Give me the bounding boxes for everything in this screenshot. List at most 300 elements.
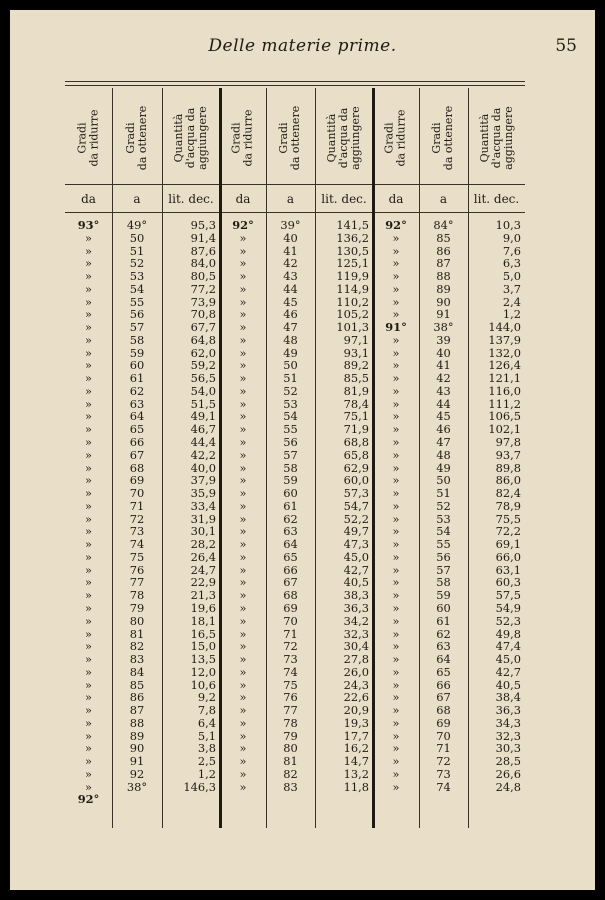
table-column-col1-to-degree [112,219,162,793]
table-cell: 65 [283,549,298,564]
table-cell: 65 [129,422,145,437]
table-cell: 54,9 [495,600,521,615]
column-header-to-degree [112,94,162,182]
table-cell: » [239,511,247,526]
table-cell: 34,3 [495,715,521,730]
table-cell: 41 [283,243,298,258]
column-header-text: Gradi da ottenere [430,105,456,171]
table-cell: 49 [283,345,298,360]
table-cell: 67 [129,447,145,462]
table-cell: 97,8 [495,435,521,450]
table-cell: » [239,639,247,654]
table-cell: » [392,639,400,654]
table-cell: 43 [283,269,298,284]
table-cell: » [85,269,92,284]
table-cell: 18,1 [190,613,216,628]
table-cell: » [85,626,92,641]
table-cell: 45,0 [343,549,369,564]
table-cell: 92° [77,792,100,807]
table-cell: » [392,256,400,271]
table-cell: 65,8 [343,447,369,462]
table-cell: 110,2 [336,294,369,309]
table-cell: 53 [283,396,298,411]
unit-label: lit. dec. [473,192,520,206]
table-cell: 31,9 [190,511,216,526]
table-cell: 28,2 [190,537,216,552]
table-cell: » [392,307,400,322]
table-cell: 40,5 [343,575,369,590]
table-cell: 52,2 [343,511,369,526]
page-number: 55 [555,36,577,56]
table-cell: 49,1 [190,409,216,424]
table-cell: 78,4 [343,396,369,411]
table-cell: » [85,600,92,615]
table-cell: 75 [283,677,298,692]
table-cell: 90 [436,294,451,309]
table-cell: » [239,677,247,692]
table-cell: 81,9 [343,383,369,398]
table-cell: 60,0 [343,473,369,488]
table-cell: 5,1 [197,728,216,743]
table-cell: » [85,588,92,603]
unit-divider [65,212,525,213]
table-cell: » [239,320,247,335]
table-cell: » [85,575,92,590]
table-cell: 28,5 [495,754,521,769]
table-cell: 70 [283,613,298,628]
table-cell: 84° [433,218,454,232]
table-cell: 75,1 [343,409,369,424]
table-cell: 91 [436,307,451,322]
table-cell: 71,9 [343,422,369,437]
table-cell: » [239,652,247,667]
table-cell: 13,2 [343,766,369,781]
table-cell: 40,0 [190,460,216,475]
table-cell: 126,4 [488,358,521,373]
table-cell: 69,1 [495,537,521,552]
table-cell: 22,6 [343,690,369,705]
table-cell: 77 [283,703,298,718]
table-cell: 59 [129,345,145,360]
table-cell: » [85,435,92,450]
table-cell: 60 [436,600,451,615]
table-cell: » [85,613,92,628]
unit-label: lit. dec. [168,192,214,206]
table-column-col3-from-degree [373,219,419,793]
table-cell: » [392,728,400,743]
table-cell: 19,6 [190,600,216,615]
table-cell: 55 [436,537,451,552]
table-cell: 91 [129,754,145,769]
table-cell: 87 [436,256,451,271]
table-cell: » [85,524,92,539]
table-cell: 54 [436,524,451,539]
table-cell: » [85,511,92,526]
table-cell: » [392,473,400,488]
table-cell: 66,0 [495,549,521,564]
table-cell: » [392,779,400,794]
table-cell: 34,2 [343,613,369,628]
table-cell: 49° [126,218,148,232]
table-cell: 85 [129,677,145,692]
top-rule-2 [65,85,525,86]
table-cell: » [392,345,400,360]
book-page [10,10,595,890]
table-cell: » [392,396,400,411]
table-cell: 1,2 [502,307,521,322]
table-cell: 56 [129,307,145,322]
table-cell: 60 [283,486,298,501]
table-cell: » [85,562,92,577]
table-cell: » [392,269,400,284]
table-cell: 66 [436,677,451,692]
table-cell: 42,2 [190,447,216,462]
table-cell: 47,4 [495,639,521,654]
table-cell: » [392,294,400,309]
table-cell: 69 [436,715,451,730]
table-cell: 45,0 [495,652,521,667]
table-cell: 43 [436,383,451,398]
table-cell: 7,8 [197,703,216,718]
table-cell: 78,9 [495,498,521,513]
table-cell: » [392,575,400,590]
table-cell: 93° [77,218,100,232]
table-cell: 66 [129,435,145,450]
table-cell: » [85,460,92,475]
table-cell: 45 [283,294,298,309]
table-cell: » [392,230,400,245]
table-cell: 97,1 [343,332,369,347]
table-cell: 32,3 [495,728,521,743]
table-cell: » [392,754,400,769]
table-cell: » [85,307,92,322]
table-cell: 121,1 [488,371,521,386]
table-cell: » [392,422,400,437]
table-cell: 93,1 [343,345,369,360]
table-cell: » [85,703,92,718]
table-cell: » [392,460,400,475]
column-header-water-quantity [468,94,525,182]
table-cell: » [392,409,400,424]
table-cell: » [392,537,400,552]
unit-label: a [439,192,448,206]
table-cell: 52 [129,256,145,271]
table-cell: 62,0 [190,345,216,360]
table-cell: 89 [436,281,451,296]
table-cell: 82,4 [495,486,521,501]
column-header-text: Gradi da ottenere [124,105,149,171]
table-cell: » [85,230,92,245]
table-cell: 51 [436,486,451,501]
table-cell: 39° [280,218,301,232]
table-cell: 119,9 [336,269,369,284]
table-cell: 49,8 [495,626,521,641]
table-cell: » [239,766,247,781]
table-cell: » [239,243,247,258]
table-cell: 72 [283,639,298,654]
table-cell: » [85,498,92,513]
table-cell: 87,6 [190,243,216,258]
column-header-from-degree [220,94,266,182]
table-cell: » [392,383,400,398]
column-header-to-degree [419,94,468,182]
table-cell: 62,9 [343,460,369,475]
table-cell: 54 [129,281,145,296]
column-header-text: Quantità d'acqua da aggiungere [477,106,515,170]
table-cell: 47,3 [343,537,369,552]
table-cell: » [392,498,400,513]
table-cell: 56 [436,549,451,564]
table-cell: 75 [129,549,145,564]
table-cell: 64 [129,409,145,424]
table-cell: 57,3 [343,486,369,501]
table-cell: » [239,664,247,679]
table-cell: » [239,473,247,488]
table-cell: » [392,613,400,628]
top-rule [65,81,525,82]
table-cell: 92° [385,218,407,232]
table-cell: » [239,371,247,386]
table-cell: 92 [129,766,145,781]
table-cell: 40 [436,345,451,360]
table-cell: 38° [126,779,148,794]
table-cell: » [392,626,400,641]
table-cell: » [239,549,247,564]
table-cell: 72,2 [495,524,521,539]
table-cell: 19,3 [343,715,369,730]
table-cell: 82 [283,766,298,781]
unit-label: da [81,192,96,206]
table-cell: 30,4 [343,639,369,654]
column-header-from-degree [65,94,112,182]
table-cell: 59 [436,588,451,603]
table-cell: 54,0 [190,383,216,398]
conversion-table [65,88,525,828]
table-cell: 35,9 [190,486,216,501]
table-cell: 57,5 [495,588,521,603]
table-cell: 40 [283,230,298,245]
table-cell: 75,5 [495,511,521,526]
table-cell: » [239,345,247,360]
table-cell: » [239,754,247,769]
table-cell: 64 [436,652,451,667]
table-cell: 80 [129,613,145,628]
table-cell: » [392,664,400,679]
table-cell: 52 [283,383,298,398]
table-cell: 77 [129,575,145,590]
table-cell: » [85,537,92,552]
table-cell: 67 [283,575,298,590]
table-cell: » [239,728,247,743]
table-cell: 33,4 [190,498,216,513]
table-cell: 3,7 [502,281,521,296]
table-cell: » [392,741,400,756]
table-cell: » [239,460,247,475]
table-cell: » [239,269,247,284]
table-cell: » [392,524,400,539]
table-cell: 86 [436,243,451,258]
table-cell: 68 [129,460,145,475]
table-cell: 30,3 [495,741,521,756]
table-cell: » [239,307,247,322]
table-cell: » [239,281,247,296]
table-cell: » [239,358,247,373]
table-cell: » [239,422,247,437]
table-cell: 49 [436,460,451,475]
table-cell: » [392,766,400,781]
table-cell: » [392,677,400,692]
table-cell: 59,2 [190,358,216,373]
unit-label: da [388,192,404,206]
table-cell: » [239,600,247,615]
table-cell: » [392,703,400,718]
unit-label: a [286,192,295,206]
table-cell: 80,5 [190,269,216,284]
table-cell: » [85,409,92,424]
column-header-water-quantity [315,94,373,182]
table-cell: » [239,435,247,450]
table-cell: 88 [436,269,451,284]
table-cell: 72 [129,511,145,526]
table-cell: » [392,358,400,373]
table-cell: 141,5 [336,218,369,232]
table-cell: 84,0 [190,256,216,271]
table-cell: » [392,435,400,450]
table-cell: 62 [283,511,298,526]
table-cell: » [392,511,400,526]
table-column-col3-water-quantity [468,219,525,793]
table-cell: 85 [436,230,451,245]
table-cell: » [85,473,92,488]
table-cell: 82 [129,639,145,654]
table-cell: 70 [436,728,451,743]
table-cell: 78 [129,588,145,603]
table-cell: 136,2 [336,230,369,245]
table-cell: 66 [283,562,298,577]
table-cell: 55 [129,294,145,309]
table-cell: » [392,600,400,615]
table-cell: » [239,332,247,347]
table-cell: 74 [283,664,298,679]
table-cell: 114,9 [336,281,369,296]
table-cell: 27,8 [343,652,369,667]
table-cell: 24,3 [343,677,369,692]
table-cell: 137,9 [488,332,521,347]
table-cell: » [392,652,400,667]
table-cell: 68,8 [343,435,369,450]
table-column-col2-to-degree [266,219,315,793]
table-cell: 116,0 [488,383,521,398]
table-column-col2-water-quantity [315,219,373,793]
table-cell: 89,2 [343,358,369,373]
table-cell: » [239,230,247,245]
table-cell: 11,8 [343,779,369,794]
table-cell: 68 [283,588,298,603]
table-column-col3-to-degree [419,219,468,793]
table-cell: 17,7 [343,728,369,743]
table-cell: 40,5 [495,677,521,692]
table-cell: 50 [283,358,298,373]
table-cell: 24,8 [495,779,521,794]
table-cell: 38° [433,320,454,335]
table-cell: 10,6 [190,677,216,692]
column-header-text: Gradi da ridurre [383,109,408,167]
table-cell: » [85,664,92,679]
table-cell: 39 [436,332,451,347]
table-cell: 5,0 [502,269,521,284]
table-cell: 130,5 [336,243,369,258]
table-cell: 49,7 [343,524,369,539]
table-cell: 20,9 [343,703,369,718]
table-cell: 9,0 [502,230,521,245]
table-cell: » [85,243,92,258]
table-cell: » [239,537,247,552]
table-cell: » [239,256,247,271]
table-cell: 14,7 [343,754,369,769]
table-cell: » [85,294,92,309]
table-cell: 58 [283,460,298,475]
column-header-text: Gradi da ridurre [230,109,255,167]
table-cell: 91° [385,320,407,335]
table-cell: 32,3 [343,626,369,641]
table-cell: 106,5 [488,409,521,424]
table-cell: » [239,294,247,309]
table-cell: » [239,447,247,462]
table-cell: 125,1 [336,256,369,271]
table-cell: 79 [283,728,298,743]
table-cell: 73 [129,524,145,539]
table-cell: 77,2 [190,281,216,296]
table-cell: 101,3 [336,320,369,335]
table-cell: » [392,549,400,564]
table-cell: » [392,588,400,603]
column-header-from-degree [373,94,419,182]
table-cell: 26,0 [343,664,369,679]
table-cell: 144,0 [488,320,521,335]
table-cell: » [239,690,247,705]
table-cell: 74 [436,779,451,794]
table-cell: 61 [283,498,298,513]
table-cell: 51,5 [190,396,216,411]
table-cell: » [239,779,247,794]
table-cell: » [239,703,247,718]
table-cell: 53 [129,269,145,284]
table-cell: 81 [283,754,298,769]
table-cell: » [239,575,247,590]
table-cell: » [85,728,92,743]
table-cell: » [85,715,92,730]
table-cell: 2,5 [197,754,216,769]
table-cell: » [85,549,92,564]
table-cell: » [239,409,247,424]
table-cell: » [392,332,400,347]
table-cell: 91,4 [190,230,216,245]
table-cell: 63,1 [495,562,521,577]
table-cell: 69 [129,473,145,488]
table-cell: 69 [283,600,298,615]
table-cell: 59 [283,473,298,488]
table-cell: » [85,320,92,335]
table-column-col2-from-degree [220,219,266,793]
table-cell: 50 [129,230,145,245]
table-cell: 44,4 [190,435,216,450]
unit-label: da [235,192,251,206]
table-cell: » [85,396,92,411]
table-cell: 86 [129,690,145,705]
table-cell: 58 [436,575,451,590]
table-cell: 46,7 [190,422,216,437]
table-cell: » [239,588,247,603]
